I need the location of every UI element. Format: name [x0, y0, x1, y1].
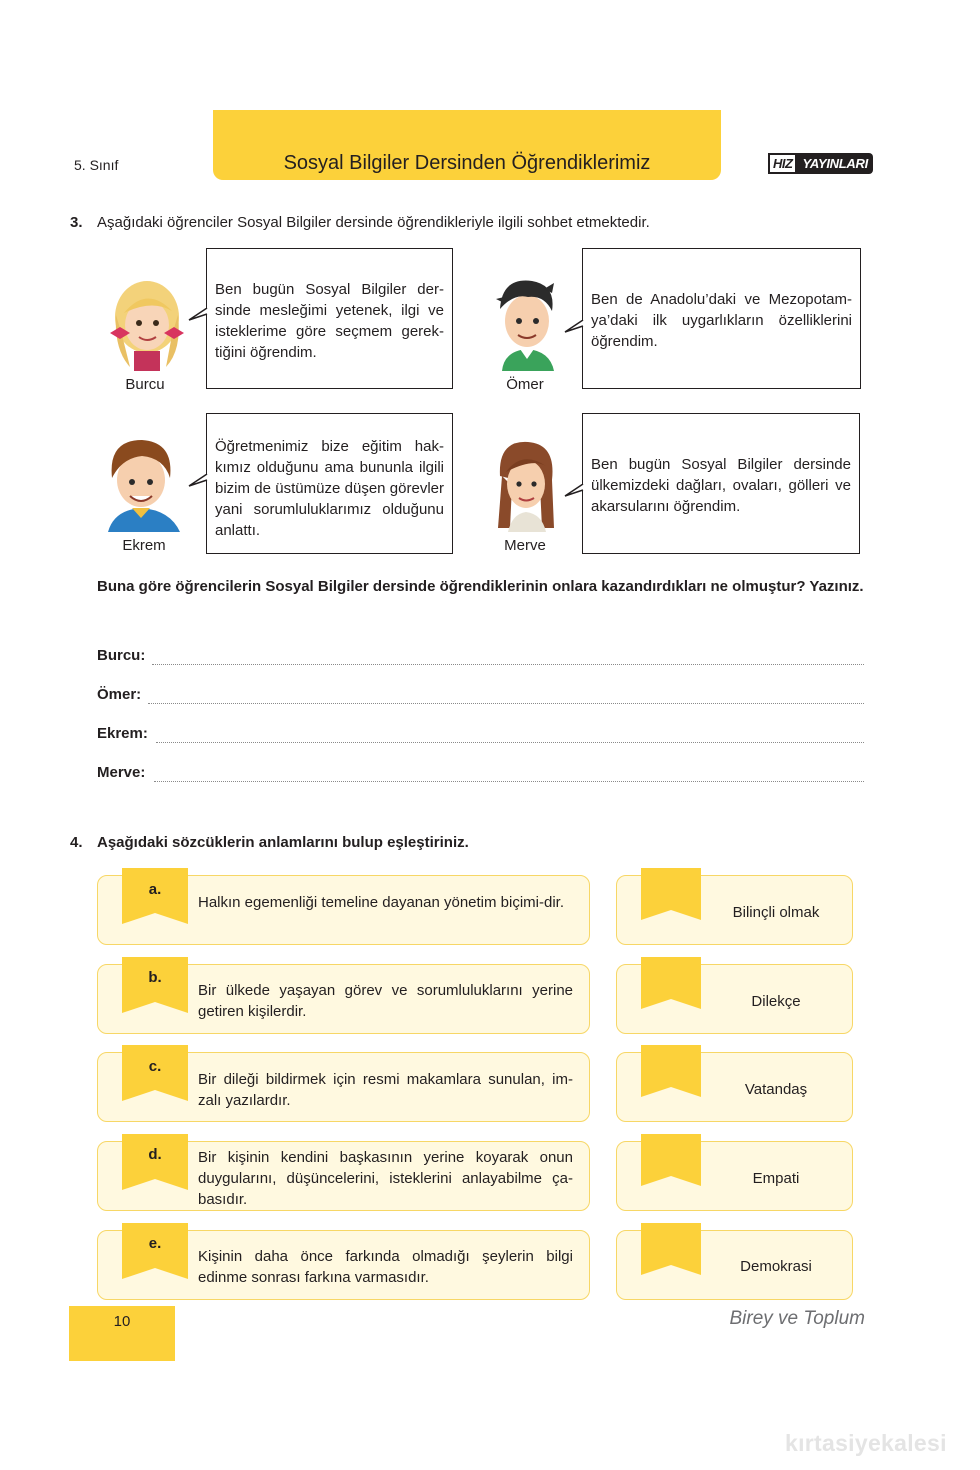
ekrem-avatar	[98, 436, 188, 532]
bookmark-flag-d	[122, 1134, 188, 1202]
merve-bubble-tail	[564, 484, 584, 502]
question-4-prompt: Aşağıdaki sözcüklerin anlamlarını bulup eşleştiriniz.	[97, 834, 469, 851]
burcu-name: Burcu	[125, 376, 165, 393]
merve-speech-text: Ben bugün Sosyal Bilgiler dersinde ülkemizdeki dağları, ovaları, gölleri ve akarsularını öğrendim.	[591, 456, 851, 515]
watermark: kırtasiyekalesi	[785, 1430, 947, 1456]
omer-avatar	[484, 275, 574, 371]
definition-text-d: Bir kişinin kendini başkasının yerine koyarak onun duygularını, düşüncelerini, isteklerini anlayabilme ça-basıdır.	[198, 1149, 573, 1208]
term-flag-2	[641, 957, 701, 1023]
answer-label-ekrem: Ekrem:	[97, 725, 148, 742]
answer-line-burcu[interactable]	[152, 664, 864, 665]
bookmark-flag-a	[122, 868, 188, 936]
answer-line-omer[interactable]	[148, 703, 864, 704]
definition-letter-d: d.	[148, 1146, 162, 1163]
question-3-ask: Buna göre öğrencilerin Sosyal Bilgiler dersinde öğrendiklerinin onlara kazandırdıkları ne olmuştur? Yazınız.	[97, 578, 864, 595]
definition-letter-c: c.	[148, 1058, 162, 1075]
term-flag-3	[641, 1045, 701, 1111]
omer-speech-text: Ben de Anadolu’daki ve Mezopotam-ya’daki ilk uygarlıkların özelliklerini öğrendim.	[591, 291, 852, 350]
question-4-number: 4.	[70, 834, 83, 851]
merve-name: Merve	[504, 537, 546, 554]
burcu-bubble-tail	[188, 308, 208, 326]
term-text-4: Empati	[752, 1170, 800, 1187]
term-text-1: Bilinçli olmak	[732, 904, 820, 921]
answer-line-ekrem[interactable]	[156, 742, 864, 743]
grade-label: 5. Sınıf	[74, 157, 119, 173]
merve-speech-bubble	[582, 413, 860, 554]
logo-yayinlari: YAYINLARI	[797, 153, 872, 174]
omer-bubble-tail	[564, 320, 584, 338]
omer-speech-bubble	[582, 248, 861, 389]
answer-label-merve: Merve:	[97, 764, 146, 781]
burcu-speech-text: Ben bugün Sosyal Bilgiler der-sinde mesleğimi yetenek, ilgi ve isteklerime göre seçmem gerek-tiğini öğrendim.	[215, 281, 444, 361]
question-3-prompt: Aşağıdaki öğrenciler Sosyal Bilgiler dersinde öğrendikleriyle ilgili sohbet etmektedir.	[97, 214, 650, 231]
unit-title: Birey ve Toplum	[729, 1308, 865, 1329]
publisher-logo	[768, 153, 873, 174]
term-flag-4	[641, 1134, 701, 1200]
definition-text-e: Kişinin daha önce farkında olmadığı şeylerin bilgi edinme sonrası farkına varmasıdır.	[198, 1248, 573, 1286]
definition-letter-e: e.	[148, 1235, 162, 1252]
ekrem-bubble-tail	[188, 474, 208, 492]
definition-letter-b: b.	[148, 969, 162, 986]
burcu-avatar	[102, 275, 192, 371]
page-number: 10	[113, 1313, 131, 1330]
definition-text-b: Bir ülkede yaşayan görev ve sorumluluklarını yerine getiren kişilerdir.	[198, 982, 573, 1020]
definition-letter-a: a.	[148, 881, 162, 898]
bookmark-flag-c	[122, 1045, 188, 1113]
ekrem-name: Ekrem	[122, 537, 166, 554]
ekrem-speech-bubble	[206, 413, 453, 554]
term-text-5: Demokrasi	[740, 1258, 812, 1275]
merve-avatar	[482, 436, 572, 532]
term-text-2: Dilekçe	[751, 993, 801, 1010]
bookmark-flag-b	[122, 957, 188, 1025]
term-flag-1	[641, 868, 701, 934]
answer-label-burcu: Burcu:	[97, 647, 146, 664]
definition-text-c: Bir dileği bildirmek için resmi makamlara sunulan, im-zalı yazılardır.	[198, 1071, 573, 1109]
page-title: Sosyal Bilgiler Dersinden Öğrendiklerimiz	[283, 152, 651, 174]
term-flag-5	[641, 1223, 701, 1289]
answer-line-merve[interactable]	[154, 781, 864, 782]
omer-name: Ömer	[506, 376, 544, 393]
ekrem-speech-text: Öğretmenimiz bize eğitim hak-kımız olduğunu ama bununla ilgili bizim de üstümüze düşen görevler yani sorumluluklarımız olduğunu anlattı.	[215, 438, 444, 539]
answer-label-omer: Ömer:	[97, 686, 142, 703]
logo-hiz: HIZ	[768, 153, 797, 174]
burcu-speech-bubble	[206, 248, 453, 389]
definition-text-a: Halkın egemenliği temeline dayanan yönetim biçimi-dir.	[198, 894, 565, 911]
term-text-3: Vatandaş	[744, 1081, 808, 1098]
bookmark-flag-e	[122, 1223, 188, 1291]
question-3-number: 3.	[70, 214, 83, 231]
